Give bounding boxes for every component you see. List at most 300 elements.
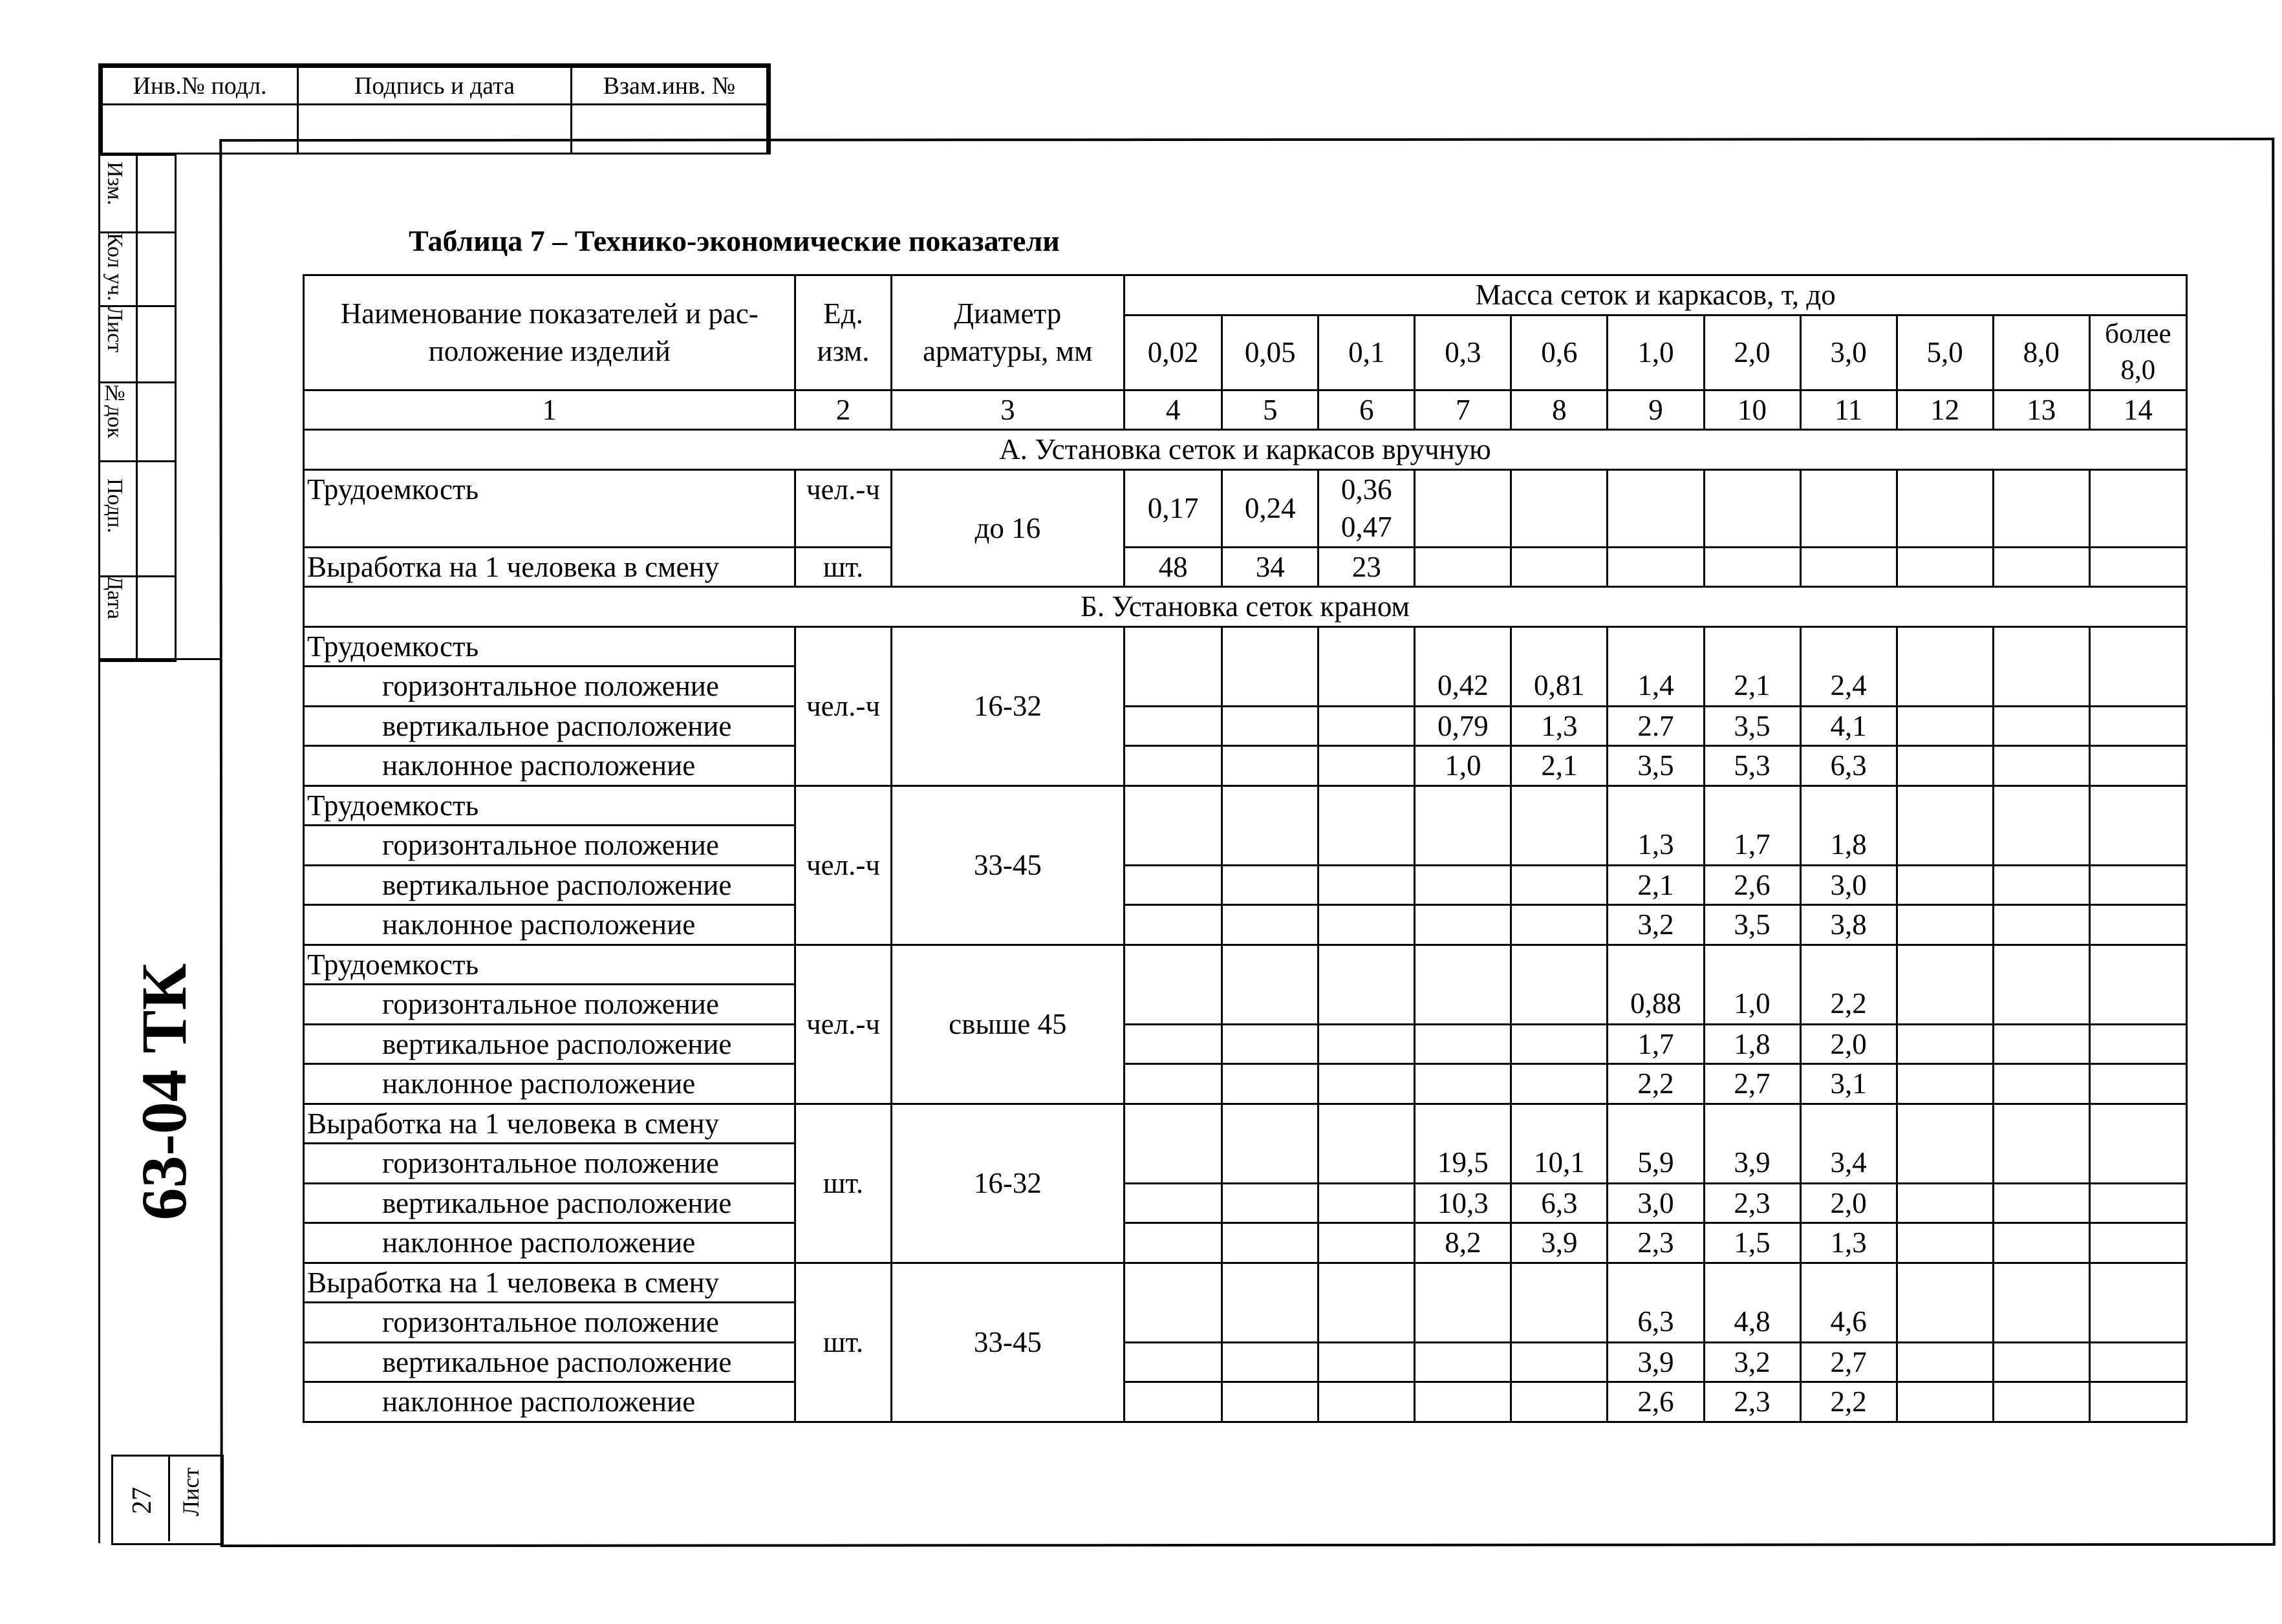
value-cell — [1319, 985, 1415, 1025]
value-cell — [1319, 1144, 1415, 1184]
column-number: 9 — [1608, 390, 1704, 430]
header-mass-value: 3,0 — [1800, 315, 1897, 390]
value-cell — [1511, 985, 1608, 1025]
table-row — [304, 430, 2187, 470]
value-cell — [1415, 1303, 1511, 1343]
value-cell — [2089, 905, 2186, 945]
value-cell: 1,8 — [1800, 826, 1897, 866]
header-name: Наименование показателей и рас-положение изделий — [304, 275, 795, 390]
value-cell: 34 — [1222, 547, 1319, 587]
group-title: Трудоемкость — [304, 945, 795, 985]
group-diameter: 16-32 — [891, 1104, 1125, 1263]
value-cell — [1222, 1104, 1319, 1144]
value-cell: 2,6 — [1704, 865, 1800, 905]
side-separator — [98, 154, 175, 156]
value-cell — [1897, 1223, 1993, 1263]
value-cell — [1125, 1144, 1222, 1184]
value-cell — [1415, 1104, 1511, 1144]
value-cell — [1415, 1342, 1511, 1382]
table-row — [304, 1263, 2187, 1303]
value-cell — [1125, 1223, 1222, 1263]
value-cell: 2,3 — [1704, 1382, 1800, 1422]
value-cell — [2089, 746, 2186, 786]
value-cell — [1993, 1064, 2089, 1104]
side-label: Изм. — [103, 162, 127, 206]
value-cell: 6,3 — [1511, 1183, 1608, 1223]
value-cell — [1319, 1263, 1415, 1303]
table-row — [304, 826, 2187, 866]
value-cell — [1704, 945, 1800, 985]
value-cell — [1993, 905, 2089, 945]
value-cell — [1993, 1144, 2089, 1184]
value-cell — [2089, 1024, 2186, 1064]
value-cell — [1993, 626, 2089, 667]
column-number: 11 — [1800, 390, 1897, 430]
stamp-inv-podl: Инв.№ подл. — [102, 67, 298, 105]
value-cell — [1897, 1342, 1993, 1382]
table-row — [304, 945, 2187, 985]
indicators-table — [303, 274, 2188, 1423]
value-cell: 1,0 — [1415, 746, 1511, 786]
value-cell: 2,2 — [1800, 985, 1897, 1025]
header-mass-value: 1,0 — [1608, 315, 1704, 390]
value-cell: 2,6 — [1608, 1382, 1704, 1422]
value-cell — [1897, 785, 1993, 826]
value-cell — [1319, 826, 1415, 866]
value-cell — [1897, 1024, 1993, 1064]
value-cell — [1897, 1183, 1993, 1223]
table-row — [304, 865, 2187, 905]
value-cell — [2089, 1104, 2186, 1144]
table-row — [304, 785, 2187, 826]
header-mass-value: 0,02 — [1125, 315, 1222, 390]
value-cell — [1125, 667, 1222, 707]
value-cell — [2089, 547, 2186, 587]
value-cell — [1319, 746, 1415, 786]
value-cell — [1511, 1104, 1608, 1144]
value-cell — [1993, 1303, 2089, 1343]
row-name: горизонтальное положение — [304, 667, 795, 707]
value-cell — [1511, 626, 1608, 667]
value-cell: 5,3 — [1704, 746, 1800, 786]
value-cell — [2089, 865, 2186, 905]
row-name: вертикальное расположение — [304, 1183, 795, 1223]
value-cell — [1897, 1263, 1993, 1303]
value-cell — [2089, 1303, 2186, 1343]
value-cell — [1897, 469, 1993, 547]
value-cell — [1511, 1064, 1608, 1104]
value-cell: 6,3 — [1800, 746, 1897, 786]
value-cell — [1222, 746, 1319, 786]
value-cell — [1125, 1303, 1222, 1343]
value-cell: 1,3 — [1800, 1223, 1897, 1263]
table-row — [304, 390, 2187, 430]
value-cell — [1897, 706, 1993, 746]
value-cell: 48 — [1125, 547, 1222, 587]
value-cell: 10,3 — [1415, 1183, 1511, 1223]
sheet-box-divider — [168, 1455, 170, 1541]
value-cell: 2,3 — [1608, 1223, 1704, 1263]
row-name: вертикальное расположение — [304, 706, 795, 746]
value-cell — [1993, 667, 2089, 707]
value-cell — [1993, 945, 2089, 985]
group-title: Трудоемкость — [304, 626, 795, 667]
value-cell — [1608, 1263, 1704, 1303]
column-number: 6 — [1319, 390, 1415, 430]
column-number: 5 — [1222, 390, 1319, 430]
value-cell — [1608, 547, 1704, 587]
value-cell — [2089, 1342, 2186, 1382]
value-cell — [1319, 1382, 1415, 1422]
table-row — [304, 667, 2187, 707]
value-cell: 0,36 0,47 — [1319, 469, 1415, 547]
value-cell — [1897, 746, 1993, 786]
stamp-cell — [102, 105, 298, 154]
table-row — [304, 1223, 2187, 1263]
side-label: Дата — [103, 575, 127, 619]
value-cell — [1704, 626, 1800, 667]
group-unit: шт. — [795, 1104, 891, 1263]
side-separator — [98, 460, 175, 462]
value-cell — [1222, 1064, 1319, 1104]
value-cell: 2,0 — [1800, 1183, 1897, 1223]
value-cell — [1415, 985, 1511, 1025]
column-number: 3 — [891, 390, 1125, 430]
column-number: 1 — [304, 390, 795, 430]
value-cell — [1704, 1263, 1800, 1303]
value-cell — [1608, 945, 1704, 985]
value-cell — [1511, 826, 1608, 866]
value-cell: 0,17 — [1125, 469, 1222, 547]
value-cell: 2,7 — [1704, 1064, 1800, 1104]
column-number: 12 — [1897, 390, 1993, 430]
value-cell: 6,3 — [1608, 1303, 1704, 1343]
value-cell — [1993, 547, 2089, 587]
value-cell: 3,2 — [1704, 1342, 1800, 1382]
header-mass-value: более 8,0 — [2089, 315, 2186, 390]
value-cell — [1897, 985, 1993, 1025]
stamp-vzam-inv: Взам.инв. № — [572, 67, 768, 105]
column-number: 2 — [795, 390, 891, 430]
sheet-label: Лист — [178, 1468, 204, 1517]
value-cell — [2089, 1144, 2186, 1184]
value-cell — [1800, 945, 1897, 985]
value-cell — [1125, 1342, 1222, 1382]
value-cell — [1511, 785, 1608, 826]
value-cell — [1222, 706, 1319, 746]
side-label: №док — [103, 381, 127, 438]
value-cell — [1415, 626, 1511, 667]
value-cell — [1993, 1223, 2089, 1263]
value-cell: 2,0 — [1800, 1024, 1897, 1064]
value-cell: 3,8 — [1800, 905, 1897, 945]
value-cell — [1319, 1064, 1415, 1104]
value-cell — [1222, 785, 1319, 826]
value-cell — [1993, 1183, 2089, 1223]
value-cell: 3,5 — [1608, 746, 1704, 786]
value-cell: 2,3 — [1704, 1183, 1800, 1223]
group-diameter: свыше 45 — [891, 945, 1125, 1104]
value-cell — [1222, 626, 1319, 667]
value-cell — [1993, 785, 2089, 826]
header-mass-value: 0,05 — [1222, 315, 1319, 390]
value-cell — [1319, 1024, 1415, 1064]
value-cell — [1319, 706, 1415, 746]
value-cell: 3,2 — [1608, 905, 1704, 945]
value-cell — [1608, 626, 1704, 667]
row-name: Выработка на 1 человека в смену — [304, 547, 795, 587]
value-cell — [2089, 985, 2186, 1025]
value-cell: 1,8 — [1704, 1024, 1800, 1064]
table-row — [304, 1064, 2187, 1104]
value-cell — [1125, 1024, 1222, 1064]
value-cell: 1,4 — [1608, 667, 1704, 707]
value-cell — [1511, 865, 1608, 905]
value-cell — [1800, 1263, 1897, 1303]
value-cell — [1608, 1104, 1704, 1144]
value-cell — [1415, 785, 1511, 826]
value-cell — [1125, 1183, 1222, 1223]
value-cell — [1993, 1342, 2089, 1382]
side-separator — [98, 305, 175, 307]
table-row — [304, 1144, 2187, 1184]
table-row — [304, 1342, 2187, 1382]
table-row — [304, 1183, 2187, 1223]
table-row — [304, 626, 2187, 667]
value-cell — [1897, 626, 1993, 667]
value-cell — [1222, 1342, 1319, 1382]
group-title: Выработка на 1 человека в смену — [304, 1263, 795, 1303]
value-cell — [1125, 826, 1222, 866]
value-cell — [1222, 1263, 1319, 1303]
value-cell: 2,1 — [1511, 746, 1608, 786]
value-cell: 10,1 — [1511, 1144, 1608, 1184]
value-cell — [1125, 746, 1222, 786]
value-cell — [1993, 865, 2089, 905]
side-divider — [136, 154, 138, 658]
row-name: вертикальное расположение — [304, 865, 795, 905]
value-cell — [1511, 1024, 1608, 1064]
value-cell — [2089, 626, 2186, 667]
value-cell — [1222, 1183, 1319, 1223]
row-name: наклонное расположение — [304, 1064, 795, 1104]
sheet-number: 27 — [127, 1487, 157, 1514]
value-cell — [1800, 547, 1897, 587]
value-cell — [1993, 746, 2089, 786]
value-cell — [2089, 706, 2186, 746]
value-cell — [1993, 1382, 2089, 1422]
value-cell — [1319, 1183, 1415, 1223]
value-cell: 2,1 — [1608, 865, 1704, 905]
value-cell — [1897, 667, 1993, 707]
value-cell — [1222, 985, 1319, 1025]
column-number: 8 — [1511, 390, 1608, 430]
table-row — [304, 1303, 2187, 1343]
value-cell — [1897, 945, 1993, 985]
value-cell — [1125, 1263, 1222, 1303]
value-cell — [1511, 547, 1608, 587]
value-cell: 2,2 — [1800, 1382, 1897, 1422]
value-cell — [1511, 1263, 1608, 1303]
value-cell — [1319, 626, 1415, 667]
row-unit: чел.-ч — [795, 469, 891, 547]
value-cell: 3,9 — [1704, 1144, 1800, 1184]
value-cell — [1125, 1064, 1222, 1104]
value-cell: 4,1 — [1800, 706, 1897, 746]
value-cell — [2089, 1382, 2186, 1422]
value-cell — [1415, 469, 1511, 547]
value-cell — [1993, 985, 2089, 1025]
value-cell — [1993, 706, 2089, 746]
value-cell — [1415, 1382, 1511, 1422]
column-number: 4 — [1125, 390, 1222, 430]
value-cell — [1125, 1104, 1222, 1144]
value-cell: 2,7 — [1800, 1342, 1897, 1382]
header-mass-value: 2,0 — [1704, 315, 1800, 390]
value-cell — [2089, 785, 2186, 826]
table-row — [304, 275, 2187, 315]
value-cell — [1415, 905, 1511, 945]
table-row — [304, 985, 2187, 1025]
value-cell — [1415, 1263, 1511, 1303]
value-cell: 1,3 — [1511, 706, 1608, 746]
value-cell — [1415, 1024, 1511, 1064]
value-cell — [1897, 826, 1993, 866]
value-cell — [1897, 1144, 1993, 1184]
value-cell: 0,88 — [1608, 985, 1704, 1025]
value-cell — [1511, 1382, 1608, 1422]
header-mass-value: 8,0 — [1993, 315, 2089, 390]
value-cell — [1319, 785, 1415, 826]
row-name: наклонное расположение — [304, 746, 795, 786]
value-cell: 4,6 — [1800, 1303, 1897, 1343]
group-diameter: 33-45 — [891, 785, 1125, 945]
value-cell — [1222, 1223, 1319, 1263]
value-cell — [1993, 1263, 2089, 1303]
header-mass-value: 5,0 — [1897, 315, 1993, 390]
group-unit: чел.-ч — [795, 785, 891, 945]
value-cell: 1,0 — [1704, 985, 1800, 1025]
table-title: Таблица 7 – Технико-экономические показатели — [409, 224, 1060, 257]
row-name: наклонное расположение — [304, 1223, 795, 1263]
value-cell — [1319, 1104, 1415, 1144]
value-cell — [1319, 1223, 1415, 1263]
value-cell — [1125, 785, 1222, 826]
row-name: горизонтальное положение — [304, 1303, 795, 1343]
value-cell: 2,4 — [1800, 667, 1897, 707]
side-label: Лист — [103, 306, 127, 353]
table-row — [304, 706, 2187, 746]
value-cell — [1800, 1104, 1897, 1144]
table-row — [304, 1382, 2187, 1422]
header-mass-value: 0,1 — [1319, 315, 1415, 390]
header-mass-value: 0,3 — [1415, 315, 1511, 390]
value-cell — [1319, 905, 1415, 945]
value-cell — [1608, 469, 1704, 547]
row-name: вертикальное расположение — [304, 1342, 795, 1382]
value-cell — [1319, 1342, 1415, 1382]
value-cell — [1897, 1382, 1993, 1422]
value-cell — [1415, 826, 1511, 866]
table-row — [304, 905, 2187, 945]
side-separator — [98, 381, 175, 383]
value-cell — [1511, 945, 1608, 985]
value-cell: 3,1 — [1800, 1064, 1897, 1104]
value-cell — [1319, 1303, 1415, 1343]
value-cell — [2089, 1064, 2186, 1104]
value-cell: 23 — [1319, 547, 1415, 587]
header-mass-value: 0,6 — [1511, 315, 1608, 390]
value-cell: 3,4 — [1800, 1144, 1897, 1184]
value-cell — [1704, 785, 1800, 826]
value-cell: 0,24 — [1222, 469, 1319, 547]
column-number: 14 — [2089, 390, 2186, 430]
value-cell — [1511, 469, 1608, 547]
value-cell: 3,9 — [1608, 1342, 1704, 1382]
row-name: вертикальное расположение — [304, 1024, 795, 1064]
value-cell: 3,9 — [1511, 1223, 1608, 1263]
value-cell — [1415, 865, 1511, 905]
value-cell — [1993, 826, 2089, 866]
column-number: 13 — [1993, 390, 2089, 430]
value-cell: 2,1 — [1704, 667, 1800, 707]
value-cell — [1897, 905, 1993, 945]
value-cell: 5,9 — [1608, 1144, 1704, 1184]
value-cell — [1897, 1064, 1993, 1104]
header-unit: Ед. изм. — [795, 275, 891, 390]
group-title: Выработка на 1 человека в смену — [304, 1104, 795, 1144]
value-cell — [1511, 1303, 1608, 1343]
table-row — [304, 1024, 2187, 1064]
value-cell: 2,2 — [1608, 1064, 1704, 1104]
value-cell — [1125, 905, 1222, 945]
table-row — [304, 746, 2187, 786]
stamp-podpis-data: Подпись и дата — [298, 67, 572, 105]
value-cell — [1993, 1024, 2089, 1064]
value-cell: 3,5 — [1704, 905, 1800, 945]
side-separator — [98, 231, 175, 233]
row-name: наклонное расположение — [304, 905, 795, 945]
value-cell — [1222, 1024, 1319, 1064]
value-cell — [1704, 469, 1800, 547]
side-divider — [175, 154, 177, 658]
value-cell — [1993, 469, 2089, 547]
stamp-cell — [572, 105, 768, 154]
group-unit: чел.-ч — [795, 945, 891, 1104]
group-unit: чел.-ч — [795, 626, 891, 785]
value-cell: 2.7 — [1608, 706, 1704, 746]
value-cell — [1125, 706, 1222, 746]
value-cell — [1608, 785, 1704, 826]
side-label: Кол уч. — [103, 233, 127, 301]
row-name: горизонтальное положение — [304, 826, 795, 866]
value-cell: 0,42 — [1415, 667, 1511, 707]
value-cell — [1897, 865, 1993, 905]
value-cell — [2089, 1223, 2186, 1263]
side-label: Подп. — [103, 478, 127, 533]
top-stamp — [98, 63, 771, 155]
value-cell — [1511, 905, 1608, 945]
stamp-cell — [298, 105, 572, 154]
value-cell — [1993, 1104, 2089, 1144]
group-title: Трудоемкость — [304, 785, 795, 826]
value-cell — [2089, 945, 2186, 985]
value-cell — [1511, 1342, 1608, 1382]
value-cell — [1897, 1104, 1993, 1144]
value-cell — [1897, 547, 1993, 587]
row-name: горизонтальное положение — [304, 1144, 795, 1184]
value-cell: 1,3 — [1608, 826, 1704, 866]
